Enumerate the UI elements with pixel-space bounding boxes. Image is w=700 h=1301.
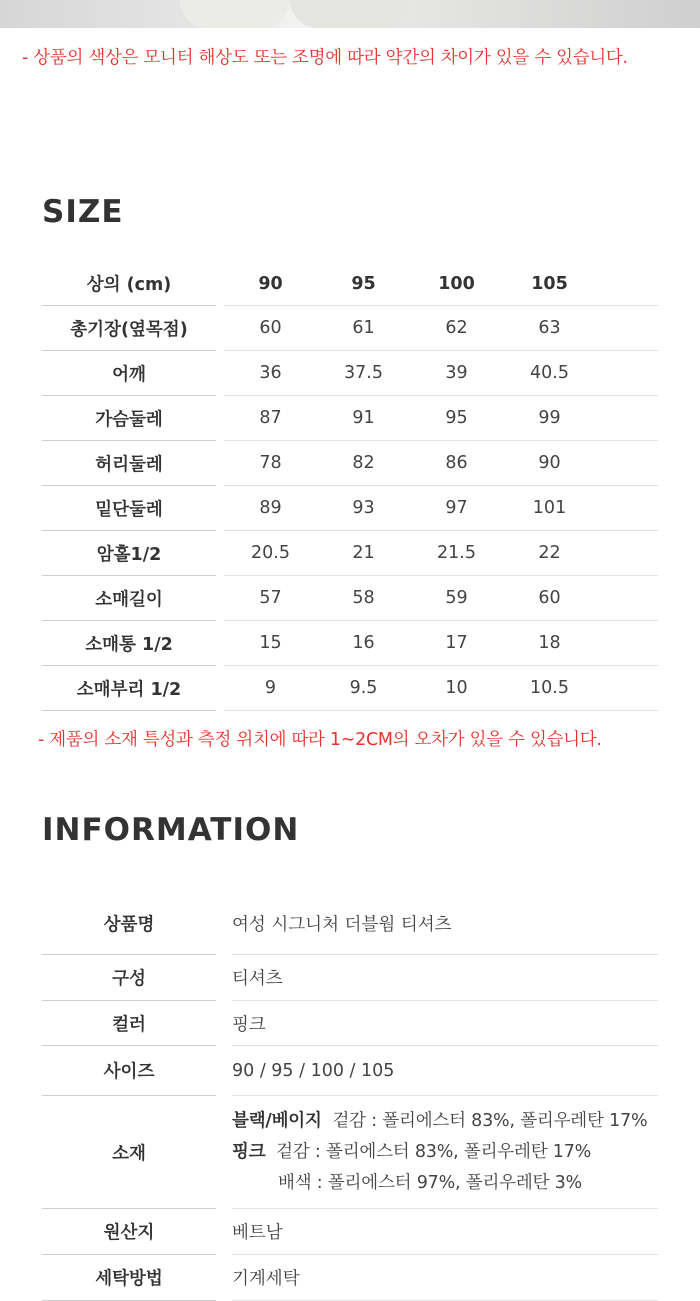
info-value: 티셔츠 (232, 955, 658, 1001)
info-label: 구성 (42, 955, 216, 1001)
cell-value: 9.5 (317, 666, 410, 711)
cell-value: 15 (224, 621, 317, 666)
material-line-1 (232, 1106, 658, 1137)
product-photo-bottom-edge (0, 0, 700, 28)
info-label: 상품명 (42, 892, 216, 955)
info-label: 컬러 (42, 1001, 216, 1046)
cell-value: 62 (410, 306, 503, 351)
info-label: 사이즈 (42, 1046, 216, 1096)
material-text: 겉감 : 폴리에스터 83%, 폴리우레탄 17% (332, 1110, 648, 1131)
info-value: 기계세탁 (232, 1255, 658, 1301)
row-label: 어깨 (42, 351, 216, 396)
cell-value: 89 (224, 486, 317, 531)
cell-value: 101 (503, 486, 596, 531)
cell-value: 61 (317, 306, 410, 351)
row-label: 허리둘레 (42, 441, 216, 486)
table-row (42, 441, 658, 486)
cell-value: 99 (503, 396, 596, 441)
row-label: 소매부리 1/2 (42, 666, 216, 711)
info-label: 소재 (42, 1096, 216, 1209)
size-header-label: 상의 (cm) (42, 262, 216, 306)
cell-value: 17 (410, 621, 503, 666)
cell-value: 93 (317, 486, 410, 531)
cell-value: 9 (224, 666, 317, 711)
info-row-color (42, 1001, 658, 1046)
cell-value: 22 (503, 531, 596, 576)
info-row-origin (42, 1209, 658, 1255)
material-text: 겉감 : 폴리에스터 83%, 폴리우레탄 17% (276, 1141, 592, 1162)
info-value: 여성 시그니처 더블웜 티셔츠 (232, 892, 658, 955)
cell-value: 21.5 (410, 531, 503, 576)
info-value: 핑크 (232, 1001, 658, 1046)
cell-value: 60 (503, 576, 596, 621)
size-table (42, 262, 658, 711)
information-table (42, 892, 658, 1301)
info-value: 90 / 95 / 100 / 105 (232, 1046, 658, 1096)
info-row-washing (42, 1255, 658, 1301)
size-header-105: 105 (503, 262, 596, 306)
info-row-sizes (42, 1046, 658, 1096)
cell-value: 58 (317, 576, 410, 621)
table-row (42, 351, 658, 396)
material-line-3 (232, 1168, 658, 1199)
material-tag-pink: 핑크 (232, 1141, 266, 1162)
row-label: 가슴둘레 (42, 396, 216, 441)
material-text: 배색 : 폴리에스터 97%, 폴리우레탄 3% (278, 1172, 582, 1193)
material-tag-black-beige: 블랙/베이지 (232, 1110, 322, 1131)
row-label: 총기장(옆목점) (42, 306, 216, 351)
cell-value: 57 (224, 576, 317, 621)
information-section-title: INFORMATION (42, 812, 300, 848)
info-value: 베트남 (232, 1209, 658, 1255)
cell-value: 36 (224, 351, 317, 396)
cell-value: 78 (224, 441, 317, 486)
row-label: 소매통 1/2 (42, 621, 216, 666)
cell-value: 60 (224, 306, 317, 351)
info-row-material (42, 1096, 658, 1209)
table-row (42, 621, 658, 666)
table-row (42, 666, 658, 711)
size-header-100: 100 (410, 262, 503, 306)
cell-value: 59 (410, 576, 503, 621)
info-row-product-name (42, 892, 658, 955)
row-label: 밑단둘레 (42, 486, 216, 531)
cell-value: 20.5 (224, 531, 317, 576)
cell-value: 97 (410, 486, 503, 531)
color-notice: - 상품의 색상은 모니터 해상도 또는 조명에 따라 약간의 차이가 있을 수 있습니다. (22, 48, 628, 68)
info-row-composition (42, 955, 658, 1001)
cell-value: 37.5 (317, 351, 410, 396)
size-header-90: 90 (224, 262, 317, 306)
info-label: 세탁방법 (42, 1255, 216, 1301)
cell-value: 82 (317, 441, 410, 486)
cell-value: 39 (410, 351, 503, 396)
table-row (42, 486, 658, 531)
table-row (42, 306, 658, 351)
cell-value: 10.5 (503, 666, 596, 711)
cell-value: 91 (317, 396, 410, 441)
cell-value: 87 (224, 396, 317, 441)
cell-value: 90 (503, 441, 596, 486)
cell-value: 95 (410, 396, 503, 441)
row-label: 암홀1/2 (42, 531, 216, 576)
table-row (42, 396, 658, 441)
cell-value: 16 (317, 621, 410, 666)
cell-value: 40.5 (503, 351, 596, 396)
size-table-header (42, 262, 658, 306)
cell-value: 10 (410, 666, 503, 711)
row-label: 소매길이 (42, 576, 216, 621)
size-section-title: SIZE (42, 194, 124, 230)
info-value-material (232, 1096, 658, 1209)
cell-value: 86 (410, 441, 503, 486)
table-row (42, 531, 658, 576)
info-label: 원산지 (42, 1209, 216, 1255)
cell-value: 63 (503, 306, 596, 351)
size-header-95: 95 (317, 262, 410, 306)
cell-value: 21 (317, 531, 410, 576)
material-line-2 (232, 1137, 658, 1168)
table-row (42, 576, 658, 621)
cell-value: 18 (503, 621, 596, 666)
size-tolerance-notice: - 제품의 소재 특성과 측정 위치에 따라 1~2CM의 오차가 있을 수 있습니다. (38, 730, 602, 750)
